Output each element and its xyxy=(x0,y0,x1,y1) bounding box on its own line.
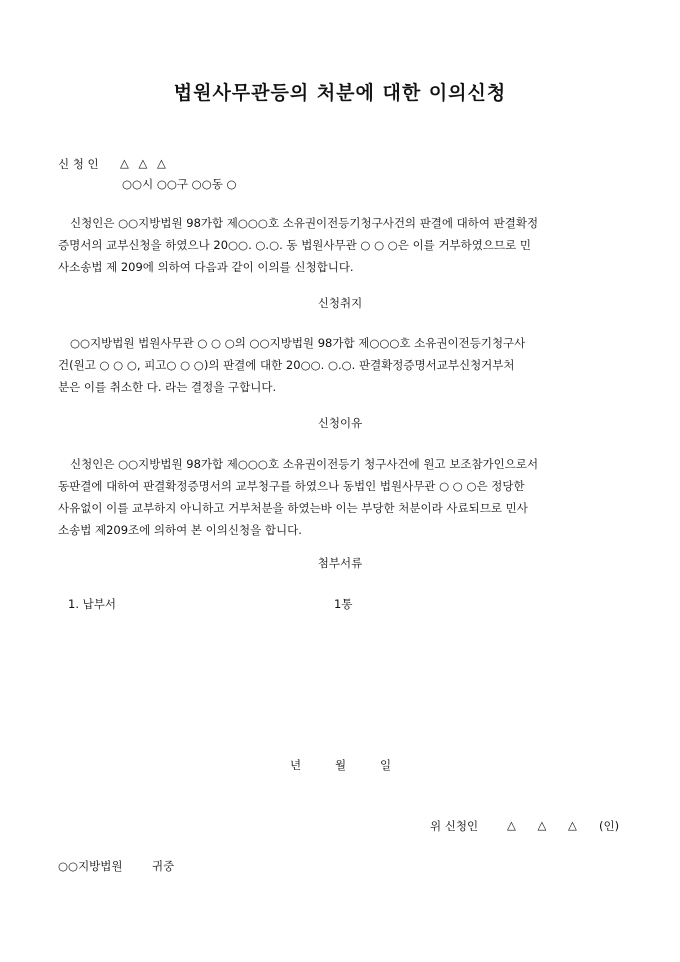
applicant-address: ○○시 ○○구 ○○동 ○ xyxy=(122,177,237,191)
attachment-item: 1. 납부서 xyxy=(68,597,116,611)
intro-paragraph xyxy=(58,212,622,278)
court-addressee: ○○지방법원 xyxy=(58,859,123,873)
reason-line: 동판결에 대하여 판결확정증명서의 교부청구를 하였으나 동법인 법원사무관 ○ ○ ○은 정당한 xyxy=(58,479,525,493)
date-day: 일 xyxy=(380,758,392,772)
reason-paragraph xyxy=(58,453,622,541)
attachment-count: 1통 xyxy=(334,597,353,611)
reason-line: 소송법 제209조에 의하여 본 이의신청을 합니다. xyxy=(58,523,302,537)
intro-line: 신청인은 ○○지방법원 98가합 제○○○호 소유권이전등기청구사건의 판결에 대하여 판결확정 xyxy=(70,216,539,230)
signer-name: △ △ △ xyxy=(507,818,586,832)
intro-line: 증명서의 교부신청을 하였으나 20○○. ○.○. 동 법원사무관 ○ ○ ○은 이를 거부하였으므로 민 xyxy=(58,238,531,252)
reason-heading: 신청이유 xyxy=(317,416,363,430)
purpose-line: ○○지방법원 법원사무관 ○ ○ ○의 ○○지방법원 98가합 제○○○호 소유권이전등기청구사 xyxy=(70,336,526,350)
date-year: 년 xyxy=(290,758,302,772)
applicant-label: 신 청 인 xyxy=(58,157,99,171)
reason-line: 신청인은 ○○지방법원 98가합 제○○○호 소유권이전등기 청구사건에 원고 보조참가인으로서 xyxy=(70,457,539,471)
document-title: 법원사무관등의 처분에 대한 이의신청 xyxy=(173,82,507,104)
signer-label: 위 신청인 xyxy=(430,819,479,833)
court-suffix: 귀중 xyxy=(152,859,175,873)
date-month: 월 xyxy=(335,758,347,772)
purpose-paragraph xyxy=(58,332,622,398)
attachments-heading: 첨부서류 xyxy=(317,556,363,570)
seal-mark: (인) xyxy=(599,819,620,833)
applicant-name: △ △ △ xyxy=(120,156,169,170)
purpose-heading: 신청취지 xyxy=(317,296,363,310)
purpose-line: 건(원고 ○ ○ ○, 피고○ ○ ○)의 판결에 대한 20○○. ○.○. 판결확정증명서교부신청거부처 xyxy=(58,358,515,372)
intro-line: 사소송법 제 209에 의하여 다음과 같이 이의를 신청합니다. xyxy=(58,260,354,274)
purpose-line: 분은 이를 취소한 다. 라는 결정을 구합니다. xyxy=(58,380,277,394)
reason-line: 사유없이 이를 교부하지 아니하고 거부처분을 하였는바 이는 부당한 처분이라 사료되므로 민사 xyxy=(58,501,528,515)
